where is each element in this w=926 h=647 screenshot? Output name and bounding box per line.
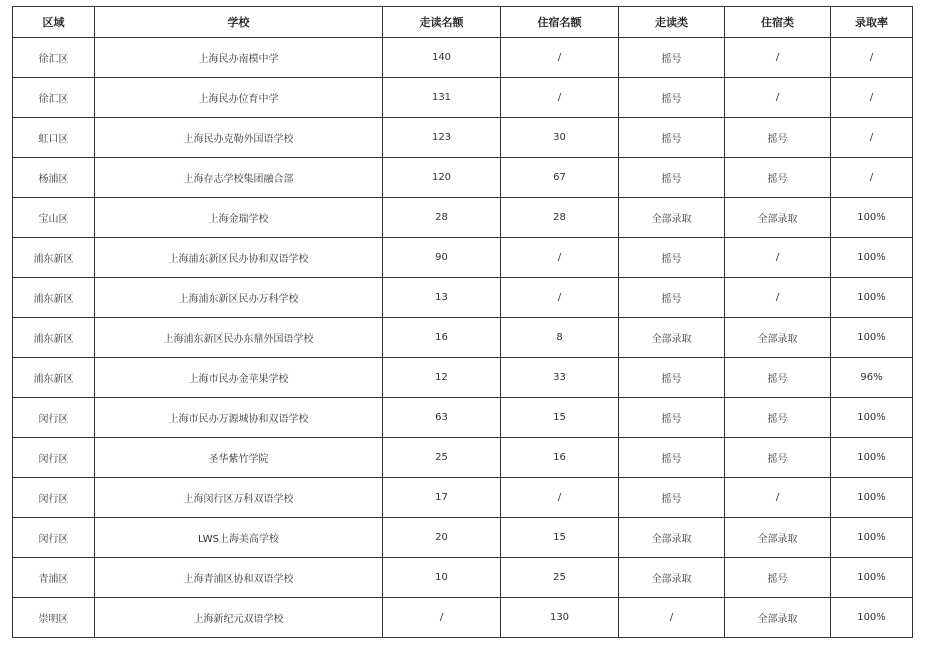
school-cell: 上海青浦区协和双语学校 [95,558,383,598]
table-row [13,238,913,278]
table-row [13,438,913,478]
school-cell: 上海浦东新区民办协和双语学校 [95,238,383,278]
school-cell: 上海新纪元双语学校 [95,598,383,638]
day-type-cell: 全部录取 [619,558,725,598]
table-row [13,478,913,518]
boarding-quota-cell: 16 [501,438,619,478]
school-cell: 上海金瑞学校 [95,198,383,238]
boarding-quota-cell: / [501,78,619,118]
district-cell: 闵行区 [13,518,95,558]
day-quota-cell: 25 [383,438,501,478]
day-quota-cell: 12 [383,358,501,398]
day-quota-cell: 123 [383,118,501,158]
admission-rate-cell: 100% [831,518,913,558]
boarding-type-cell: 摇号 [725,158,831,198]
table-row [13,318,913,358]
boarding-quota-cell: / [501,238,619,278]
school-cell: 上海闵行区万科双语学校 [95,478,383,518]
day-type-cell: 摇号 [619,398,725,438]
school-cell: 上海浦东新区民办万科学校 [95,278,383,318]
table-row [13,118,913,158]
day-type-cell: 全部录取 [619,518,725,558]
boarding-type-cell: 摇号 [725,558,831,598]
boarding-type-cell: 全部录取 [725,518,831,558]
day-type-cell: 摇号 [619,78,725,118]
boarding-type-cell: / [725,78,831,118]
day-quota-cell: 131 [383,78,501,118]
boarding-quota-cell: / [501,38,619,78]
boarding-type-cell: 全部录取 [725,318,831,358]
boarding-quota-cell: 130 [501,598,619,638]
district-cell: 虹口区 [13,118,95,158]
day-type-cell: 摇号 [619,118,725,158]
boarding-quota-cell: / [501,478,619,518]
admissions-table [12,6,913,638]
boarding-type-cell: / [725,478,831,518]
table-row [13,598,913,638]
district-cell: 浦东新区 [13,238,95,278]
admission-rate-cell: 100% [831,318,913,358]
table-row [13,358,913,398]
day-type-cell: 摇号 [619,158,725,198]
school-cell: 上海民办克勒外国语学校 [95,118,383,158]
boarding-type-cell: 全部录取 [725,198,831,238]
day-type-cell: 摇号 [619,238,725,278]
admission-rate-cell: 100% [831,598,913,638]
header-district: 区域 [13,7,95,38]
day-quota-cell: 10 [383,558,501,598]
boarding-quota-cell: 8 [501,318,619,358]
district-cell: 青浦区 [13,558,95,598]
boarding-type-cell: 摇号 [725,118,831,158]
header-school: 学校 [95,7,383,38]
day-quota-cell: 17 [383,478,501,518]
boarding-quota-cell: 67 [501,158,619,198]
boarding-type-cell: / [725,238,831,278]
day-type-cell: 摇号 [619,478,725,518]
day-type-cell: 摇号 [619,278,725,318]
boarding-quota-cell: 25 [501,558,619,598]
admission-rate-cell: 100% [831,198,913,238]
admission-rate-cell: 100% [831,558,913,598]
table-row [13,558,913,598]
day-quota-cell: / [383,598,501,638]
admission-rate-cell: / [831,38,913,78]
district-cell: 浦东新区 [13,358,95,398]
admission-rate-cell: 100% [831,478,913,518]
boarding-type-cell: 全部录取 [725,598,831,638]
day-type-cell: 摇号 [619,358,725,398]
day-quota-cell: 90 [383,238,501,278]
day-type-cell: / [619,598,725,638]
admission-rate-cell: / [831,158,913,198]
header-day-type: 走读类 [619,7,725,38]
table-row [13,158,913,198]
district-cell: 宝山区 [13,198,95,238]
day-quota-cell: 16 [383,318,501,358]
admission-rate-cell: 100% [831,238,913,278]
table-row [13,198,913,238]
school-cell: 上海民办位育中学 [95,78,383,118]
boarding-quota-cell: 33 [501,358,619,398]
boarding-quota-cell: 28 [501,198,619,238]
school-cell: 上海民办南模中学 [95,38,383,78]
header-boarding-quota: 住宿名额 [501,7,619,38]
day-quota-cell: 120 [383,158,501,198]
boarding-type-cell: / [725,278,831,318]
header-day-quota: 走读名额 [383,7,501,38]
district-cell: 徐汇区 [13,78,95,118]
admission-rate-cell: / [831,118,913,158]
school-cell: 圣华紫竹学院 [95,438,383,478]
day-type-cell: 摇号 [619,38,725,78]
district-cell: 闵行区 [13,398,95,438]
school-cell: 上海市民办金苹果学校 [95,358,383,398]
admission-rate-cell: 96% [831,358,913,398]
header-admission-rate: 录取率 [831,7,913,38]
boarding-type-cell: 摇号 [725,358,831,398]
boarding-quota-cell: 15 [501,518,619,558]
boarding-type-cell: / [725,38,831,78]
boarding-quota-cell: 15 [501,398,619,438]
table-row [13,518,913,558]
day-type-cell: 全部录取 [619,318,725,358]
district-cell: 徐汇区 [13,38,95,78]
admissions-sheet [12,6,912,638]
school-cell: 上海市民办万源城协和双语学校 [95,398,383,438]
district-cell: 浦东新区 [13,278,95,318]
table-row [13,278,913,318]
district-cell: 闵行区 [13,438,95,478]
header-boarding-type: 住宿类 [725,7,831,38]
table-row [13,38,913,78]
school-cell: 上海浦东新区民办东鼎外国语学校 [95,318,383,358]
boarding-quota-cell: 30 [501,118,619,158]
admission-rate-cell: 100% [831,278,913,318]
table-body [13,38,913,638]
district-cell: 浦东新区 [13,318,95,358]
day-type-cell: 全部录取 [619,198,725,238]
day-quota-cell: 140 [383,38,501,78]
district-cell: 杨浦区 [13,158,95,198]
boarding-type-cell: 摇号 [725,398,831,438]
school-cell: LWS上海美高学校 [95,518,383,558]
admission-rate-cell: / [831,78,913,118]
day-quota-cell: 28 [383,198,501,238]
boarding-quota-cell: / [501,278,619,318]
day-quota-cell: 20 [383,518,501,558]
district-cell: 闵行区 [13,478,95,518]
day-quota-cell: 63 [383,398,501,438]
header-row [13,7,913,38]
admission-rate-cell: 100% [831,398,913,438]
table-row [13,398,913,438]
admission-rate-cell: 100% [831,438,913,478]
day-quota-cell: 13 [383,278,501,318]
day-type-cell: 摇号 [619,438,725,478]
boarding-type-cell: 摇号 [725,438,831,478]
table-row [13,78,913,118]
school-cell: 上海存志学校集团融合部 [95,158,383,198]
district-cell: 崇明区 [13,598,95,638]
